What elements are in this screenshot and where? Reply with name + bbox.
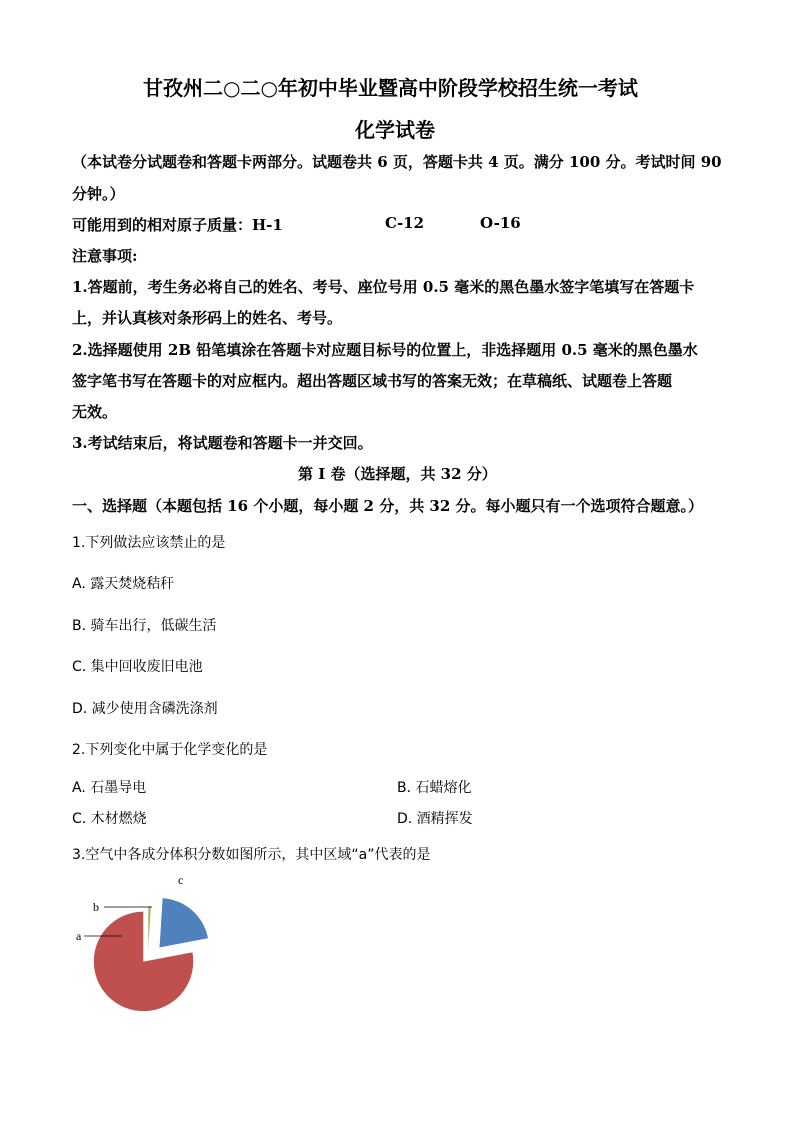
- atomic-mass-o: O-16: [480, 214, 521, 232]
- note-2-line-1: 2.选择题使用 2B 铅笔填涂在答题卡对应题目标号的位置上，非选择题用 0.5 毫米的黑色墨水: [72, 341, 698, 359]
- note-1-line-1: 1.答题前，考生务必将自己的姓名、考号、座位号用 0.5 毫米的黑色墨水签字笔填写在答题卡: [72, 278, 695, 296]
- note-2-line-2: 签字笔书写在答题卡的对应框内。超出答题区域书写的答案无效；在草稿纸、试题卷上答题: [72, 372, 673, 390]
- note-1-line-2: 上，并认真核对条形码上的姓名、考号。: [72, 309, 343, 327]
- pie-label-a: a: [76, 929, 82, 943]
- intro-line-2: 分钟。）: [72, 185, 125, 203]
- question-1-option-c: C. 集中回收废旧电池: [72, 659, 203, 675]
- question-1-stem: 1.下列做法应该禁止的是: [72, 535, 226, 551]
- part-heading: 一、选择题（本题包括 16 个小题，每小题 2 分，共 32 分。每小题只有一个选项符合题意。）: [72, 497, 704, 515]
- pie-label-c: c: [178, 873, 184, 887]
- question-2-option-a: A. 石墨导电: [72, 780, 147, 796]
- question-2-option-d: D. 酒精挥发: [397, 811, 473, 827]
- question-2-option-b: B. 石蜡熔化: [397, 780, 472, 796]
- atomic-mass-c: C-12: [385, 214, 425, 232]
- pie-slice-c: [159, 898, 208, 948]
- question-1-option-d: D. 减少使用含磷洗涤剂: [72, 701, 218, 717]
- exam-title: 甘孜州二○二○年初中毕业暨高中阶段学校招生统一考试: [143, 76, 638, 100]
- section-title: 第 I 卷（选择题，共 32 分）: [298, 465, 497, 483]
- question-1-option-a: A. 露天焚烧秸秆: [72, 576, 175, 592]
- intro-line-1: （本试卷分试题卷和答题卡两部分。试题卷共 6 页，答题卡共 4 页。满分 100 分。考试时间 90: [72, 153, 722, 171]
- atomic-mass-label: 可能用到的相对原子质量：H-1: [72, 216, 283, 234]
- pie-slice-b: [148, 906, 151, 956]
- pie-label-b: b: [93, 900, 99, 914]
- question-1-option-b: B. 骑车出行，低碳生活: [72, 618, 217, 634]
- note-2-line-3: 无效。: [72, 403, 118, 421]
- note-3: 3.考试结束后，将试题卷和答题卡一并交回。: [72, 434, 373, 452]
- notes-heading: 注意事项:: [72, 247, 138, 265]
- question-2-option-c: C. 木材燃烧: [72, 811, 147, 827]
- paper-subtitle: 化学试卷: [355, 118, 435, 142]
- question-2-stem: 2.下列变化中属于化学变化的是: [72, 742, 268, 758]
- question-3-stem: 3.空气中各成分体积分数如图所示，其中区域“a”代表的是: [72, 847, 431, 863]
